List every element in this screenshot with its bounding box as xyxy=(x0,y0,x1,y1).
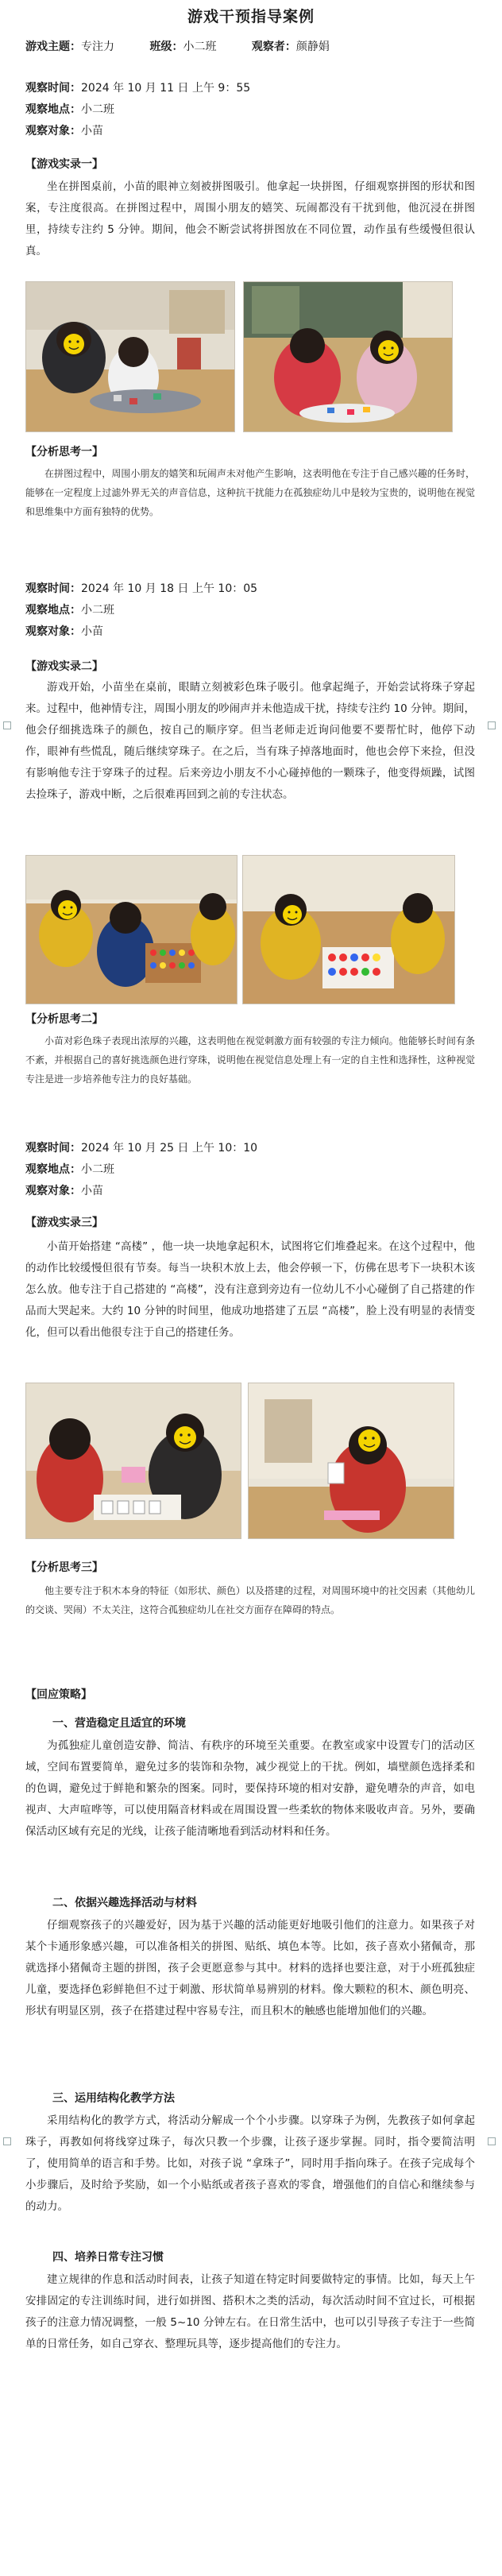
strategy-1-text: 为孤独症儿童创造安静、简洁、有秩序的环境至关重要。在教室或家中设置专门的活动区域，空间布置要简单，避免过多的装饰和杂物，减少视觉上的干扰。例如，墙壁颜色选择柔和的色调，避免过于鲜艳和繁杂的图案。同时，要保持环境的相对安静，避免嘈杂的声音，如电视声、大声喧哗等，可以使用隔音材料或在周围设置一些柔软的物体来吸收声音。另外，要确保活动区域有充足的光线，让孩子能清晰地看到活动材料和任务。 xyxy=(25,1739,475,1838)
case3-meta: 观察时间：2024 年 10 月 25 日 上午 10：10 观察地点：小二班 观察对象：小苗 xyxy=(25,1142,258,1197)
strategy-title: 【回应策略】 xyxy=(25,1688,92,1701)
case1-meta: 观察时间：2024 年 10 月 11 日 上午 9：55 观察地点：小二班 观察对象：小苗 xyxy=(25,82,251,137)
case3-analysis-title: 【分析思考三】 xyxy=(25,1561,103,1574)
case3-place: 小二班 xyxy=(81,1163,114,1176)
case3-record-title: 【游戏实录三】 xyxy=(25,1216,103,1229)
class-value: 小二班 xyxy=(183,41,217,53)
case1-analysis-text: 在拼图过程中，周围小朋友的嬉笑和玩闹声未对他产生影响，这表明他在专注于自己感兴趣的任务时，能够在一定程度上过滤外界无关的声音信息，这种抗干扰能力在孤独症幼儿中是较为宝贵的，说明他在视觉和思维集中方面有独特的优势。 xyxy=(25,468,475,517)
doc-title: 游戏干预指导案例 xyxy=(187,8,315,25)
case1-record-title: 【游戏实录一】 xyxy=(25,158,103,171)
strategy-1-title: 一、营造稳定且适宜的环境 xyxy=(52,1717,186,1730)
strategy-2-text: 仔细观察孩子的兴趣爱好，因为基于兴趣的活动能更好地吸引他们的注意力。如果孩子对某个卡通形象感兴趣，可以准备相关的拼图、贴纸、填色本等。比如，孩子喜欢小猪佩奇，那就选择小猪佩奇主题的拼图，孩子会更愿意参与其中。材料的选择也要注意，对于小班孤独症儿童，要选择色彩鲜艳但不过于刺激、形状简单易辨别的材料。像大颗粒的积木、颜色明亮、形状有明显区别，孩子在搭建过程中容易专注，而且积木的触感也能增加他们的兴趣。 xyxy=(25,1919,475,2017)
case3-time: 2024 年 10 月 25 日 上午 10：10 xyxy=(81,1142,258,1155)
case2-time: 2024 年 10 月 18 日 上午 10：05 xyxy=(81,582,258,595)
page-break-marker xyxy=(3,721,11,729)
page-break-marker xyxy=(488,2137,496,2145)
observer-value: 颜静娟 xyxy=(295,41,330,53)
case2-analysis-text: 小苗对彩色珠子表现出浓厚的兴趣，这表明他在视觉刺激方面有较强的专注力倾向。他能够长时间有条不紊，并根据自己的喜好挑选颜色进行穿珠，说明他在视觉信息处理上有一定的自主性和选择性，这种视觉专注是进一步培养他专注力的良好基础。 xyxy=(25,1035,475,1085)
page-break-marker xyxy=(3,2137,11,2145)
case2-record-text: 游戏开始，小苗坐在桌前，眼睛立刻被彩色珠子吸引。他拿起绳子，开始尝试将珠子穿起来。过程中，他神情专注，周围小朋友的吵闹声并未他造成干扰，持续专注约 10 分钟。期间，他会仔细挑选珠子的颜色，按自己的顺序穿。但当老师走近询问他要不要帮忙时，他停下动作，眼神有些慌乱，随后继续穿珠子。在之后，当有珠子掉落地面时，他也会停下来捡，但没有影响他专注于穿珠子的过程。后来旁边小朋友不小心碰掉他的一颗珠子，他变得烦躁，试图去捡珠子，游戏中断，之后很难再回到之前的专注状态。 xyxy=(25,681,475,801)
case3-photo-right xyxy=(248,1383,454,1539)
case3-photo-left xyxy=(25,1383,241,1539)
case2-target: 小苗 xyxy=(81,625,103,638)
case1-photo-right xyxy=(243,281,453,432)
strategy-2-title: 二、依据兴趣选择活动与材料 xyxy=(52,1897,197,1909)
theme-label: 游戏主题： xyxy=(25,41,81,53)
observer-label: 观察者： xyxy=(251,41,296,53)
case1-record-text: 坐在拼图桌前，小苗的眼神立刻被拼图吸引。他拿起一块拼图，仔细观察拼图的形状和图案，专注度很高。在拼图过程中，周围小朋友的嬉笑、玩闹都没有干扰到他，他沉浸在拼图里，持续专注约 5 分钟。期间，他会不断尝试将拼图放在不同位置，动作虽有些缓慢但很认真。 xyxy=(25,180,475,257)
case1-photo-left xyxy=(25,281,235,432)
case1-target: 小苗 xyxy=(81,125,103,137)
case2-record-title: 【游戏实录二】 xyxy=(25,660,103,673)
strategy-4-title: 四、培养日常专注习惯 xyxy=(52,2251,164,2264)
doc-info-line xyxy=(25,38,330,54)
strategy-3-title: 三、运用结构化教学方法 xyxy=(52,2092,175,2105)
case1-time: 2024 年 10 月 11 日 上午 9：55 xyxy=(81,82,251,95)
case2-meta: 观察时间：2024 年 10 月 18 日 上午 10：05 观察地点：小二班 观察对象：小苗 xyxy=(25,582,258,638)
case1-analysis-title: 【分析思考一】 xyxy=(25,446,103,458)
case2-photo-left xyxy=(25,855,237,1004)
case2-photo-right xyxy=(242,855,455,1004)
case3-record-text: 小苗开始搭建 “高楼” ，他一块一块地拿起积木，试图将它们堆叠起来。在这个过程中，他的动作比较缓慢但很有节奏。每当一块积木放上去，他会停顿一下，仿佛在思考下一块积木该怎么放。他专注于自己搭建的 “高楼”，没有注意到旁边有一位幼儿不小心碰倒了自己搭建的作品而大哭起来。大约 10 分钟的时间里，他成功地搭建了五层 “高楼”，脸上没有明显的表情变化，但可以看出他很专注于自己的搭建任务。 xyxy=(25,1240,475,1339)
case1-place: 小二班 xyxy=(81,103,114,116)
page-break-marker xyxy=(488,721,496,729)
strategy-3-text: 采用结构化的教学方式，将活动分解成一个个小步骤。以穿珠子为例，先教孩子如何拿起珠子，再教如何将线穿过珠子，每次只教一个步骤，让孩子逐步掌握。同时，指令要简洁明了，使用简单的语言和手势。比如，对孩子说 “拿珠子”，同时用手指向珠子。在孩子完成每个小步骤后，及时给予奖励，如一个小贴纸或者孩子喜欢的零食，增强他们的自信心和继续参与的动力。 xyxy=(25,2114,475,2213)
theme-value: 专注力 xyxy=(81,41,114,53)
class-label: 班级： xyxy=(149,41,183,53)
case3-analysis-text: 他主要专注于积木本身的特征（如形状、颜色）以及搭建的过程，对周围环境中的社交因素（其他幼儿的交谈、哭闹）不太关注，这符合孤独症幼儿在社交方面存在障碍的特点。 xyxy=(25,1585,475,1615)
strategy-4-text: 建立规律的作息和活动时间表，让孩子知道在特定时间要做特定的事情。比如，每天上午安排固定的专注训练时间，进行如拼图、搭积木之类的活动，每次活动时间不宜过长，可根据孩子的注意力情况调整，一般 5~10 分钟左右。在日常生活中，也可以引导孩子专注于一些简单的日常任务，如自己穿衣、整理玩具等，逐步提高他们的专注力。 xyxy=(25,2273,475,2350)
case3-target: 小苗 xyxy=(81,1185,103,1197)
case2-place: 小二班 xyxy=(81,604,114,617)
case2-analysis-title: 【分析思考二】 xyxy=(25,1013,103,1026)
